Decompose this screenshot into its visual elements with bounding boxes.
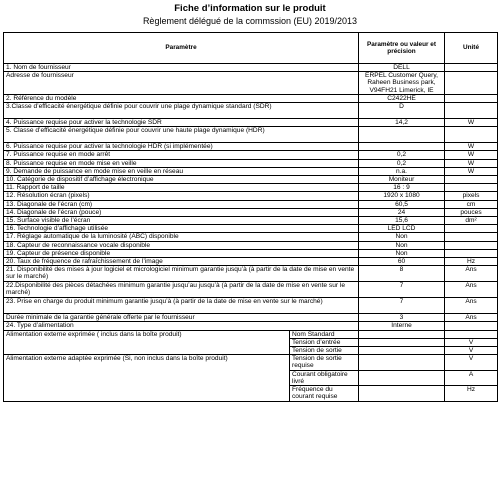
row-unit: W (445, 159, 498, 167)
row-label: 2. Référence du modèle (4, 94, 359, 102)
row-label: 17. Réglage automatique de la luminosité (ABC) disponible (4, 233, 359, 241)
power-sub-unit: A (445, 370, 498, 385)
row-value: 3 (359, 314, 445, 322)
row-value: 7 (359, 282, 445, 298)
row-unit (445, 241, 498, 249)
power-group-cell (4, 370, 290, 385)
table-row (4, 143, 498, 151)
row-label: 20. Taux de fréquence de rafraîchissement de l’image (4, 258, 359, 266)
table-row (4, 282, 498, 298)
table-row (4, 192, 498, 200)
row-unit: W (445, 151, 498, 159)
row-value: Non (359, 249, 445, 257)
table-row (4, 72, 498, 95)
row-value: LED LCD (359, 225, 445, 233)
power-sub-unit: V (445, 338, 498, 346)
power-sub-value (359, 355, 445, 370)
table-row (4, 184, 498, 192)
row-label: 9. Demande de puissance en mode mise en veille en réseau (4, 167, 359, 175)
power-sub-label: Tension de sortie requise (290, 355, 359, 370)
row-label: 13. Diagonale de l’écran (cm) (4, 200, 359, 208)
row-value: Interne (359, 322, 445, 330)
row-unit (445, 322, 498, 330)
power-sub-label: Tension de sortie (290, 347, 359, 355)
power-row (4, 338, 498, 346)
row-label: 4. Puissance requise pour activer la technologie SDR (4, 119, 359, 127)
row-unit (445, 233, 498, 241)
table-row (4, 225, 498, 233)
row-value: D (359, 103, 445, 119)
table-row (4, 266, 498, 282)
row-value: n.a. (359, 167, 445, 175)
table-row (4, 176, 498, 184)
row-value: Non (359, 233, 445, 241)
row-unit (445, 184, 498, 192)
row-unit (445, 127, 498, 143)
table-row (4, 314, 498, 322)
row-value: 0,2 (359, 159, 445, 167)
row-value: 60 (359, 258, 445, 266)
power-sub-label: Tension d’entrée (290, 338, 359, 346)
row-unit (445, 94, 498, 102)
power-row (4, 330, 498, 338)
sheet-header (0, 3, 500, 27)
row-label: 8. Puissance requise en mode mise en veille (4, 159, 359, 167)
row-unit (445, 225, 498, 233)
row-label: 7. Puissance requise en mode arrêt (4, 151, 359, 159)
row-value: DELL (359, 64, 445, 72)
power-sub-unit: V (445, 355, 498, 370)
power-group-cell (4, 347, 290, 355)
row-value: 15,6 (359, 217, 445, 225)
power-row (4, 370, 498, 385)
table-row (4, 258, 498, 266)
row-label: 3.Classe d’efficacité énergétique définie pour couvrir une plage dynamique standard (SDR) (4, 103, 359, 119)
row-unit: pouces (445, 208, 498, 216)
row-value: 8 (359, 266, 445, 282)
column-header-value: Paramètre ou valeur et précision (359, 33, 445, 64)
row-label: 24. Type d’alimentation (4, 322, 359, 330)
row-value: ERPEL Customer Query, Raheen Business park, V94FH21 Limerick, IE (359, 72, 445, 95)
table-row (4, 167, 498, 175)
row-value: 0,2 (359, 151, 445, 159)
power-group-cell (4, 386, 290, 401)
row-label: 1. Nom de fournisseur (4, 64, 359, 72)
power-row (4, 386, 498, 401)
table-row (4, 159, 498, 167)
row-label: 22.Disponibilité des pièces détachées minimum garantie jusqu’au jusqu’à (à partir de la date de mise en vente sur le marché) (4, 282, 359, 298)
row-label: 10. Catégorie de dispositif d’affichage électronique (4, 176, 359, 184)
sheet-title: Fiche d’information sur le produit (174, 3, 326, 14)
row-unit: Ans (445, 298, 498, 314)
power-sub-label: Fréquence du courant requise (290, 386, 359, 401)
table-row (4, 208, 498, 216)
row-value: Moniteur (359, 176, 445, 184)
column-header-parameter: Paramètre (4, 33, 359, 64)
row-label: 16. Technologie d’affichage utilisée (4, 225, 359, 233)
row-unit: cm (445, 200, 498, 208)
row-value (359, 143, 445, 151)
row-value (359, 127, 445, 143)
power-row (4, 355, 498, 370)
row-label: 19. Capteur de présence disponible (4, 249, 359, 257)
row-unit: Hz (445, 258, 498, 266)
row-label: 18. Capteur de reconnaissance vocale disponible (4, 241, 359, 249)
power-sub-label: Nom Standard (290, 330, 359, 338)
row-label: 11. Rapport de taille (4, 184, 359, 192)
row-value: 7 (359, 298, 445, 314)
row-value: 16 : 9 (359, 184, 445, 192)
row-value: C2422HE (359, 94, 445, 102)
row-unit: W (445, 119, 498, 127)
table-row (4, 322, 498, 330)
table-row (4, 249, 498, 257)
power-group-cell (4, 338, 290, 346)
row-value: 1920 x 1080 (359, 192, 445, 200)
column-header-unit: Unité (445, 33, 498, 64)
row-unit (445, 176, 498, 184)
row-unit (445, 72, 498, 95)
row-value: 60,5 (359, 200, 445, 208)
row-unit: W (445, 143, 498, 151)
table-row (4, 298, 498, 314)
table-row (4, 119, 498, 127)
power-sub-unit: V (445, 347, 498, 355)
row-label: 6. Puissance requise pour activer la technologie HDR (si implémentée) (4, 143, 359, 151)
product-info-sheet (3, 32, 497, 402)
row-value: 24 (359, 208, 445, 216)
table-row (4, 127, 498, 143)
table-header-row (4, 33, 498, 64)
power-ext-adapted-label: Alimentation externe adaptée exprimée (Si, non inclus dans la boîte produit) (4, 355, 290, 370)
table-row (4, 200, 498, 208)
row-label: 5. Classe d’efficacité énergétique définie pour couvrir une haute plage dynamique (HDR) (4, 127, 359, 143)
row-unit (445, 64, 498, 72)
table-row (4, 233, 498, 241)
row-unit: pixels (445, 192, 498, 200)
row-unit: Ans (445, 314, 498, 322)
row-label: 14. Diagonale de l’écran (pouce) (4, 208, 359, 216)
row-label: 15. Surface visible de l’écran (4, 217, 359, 225)
product-info-table (3, 32, 498, 402)
power-sub-unit (445, 330, 498, 338)
power-sub-unit: Hz (445, 386, 498, 401)
sheet-subtitle: Règlement délégué de la commssion (EU) 2019/2013 (142, 16, 358, 26)
row-unit (445, 249, 498, 257)
table-row (4, 103, 498, 119)
table-row (4, 94, 498, 102)
row-unit: W (445, 167, 498, 175)
table-row (4, 241, 498, 249)
row-unit (445, 103, 498, 119)
table-row (4, 151, 498, 159)
row-label: 12. Résolution écran (pixels) (4, 192, 359, 200)
power-sub-label: Courant obligatoire livré (290, 370, 359, 385)
row-value: 14,2 (359, 119, 445, 127)
power-sub-value (359, 386, 445, 401)
row-label: Durée minimale de la garantie générale offerte par le fournisseur (4, 314, 359, 322)
row-unit: dm² (445, 217, 498, 225)
row-label: 21. Disponibilité des mises à jour logiciel et micrologiciel minimum garantie jusqu’à (à partir de la date de mise en vente sur le marché) (4, 266, 359, 282)
table-row (4, 64, 498, 72)
row-unit: Ans (445, 282, 498, 298)
power-sub-value (359, 338, 445, 346)
row-unit: Ans (445, 266, 498, 282)
table-row (4, 217, 498, 225)
power-sub-value (359, 330, 445, 338)
row-label: 23. Prise en charge du produit minimum garantie jusqu’à (à partir de la date de mise en vente sur le marché) (4, 298, 359, 314)
power-sub-value (359, 347, 445, 355)
row-label: Adresse de fournisseur (4, 72, 359, 95)
power-row (4, 347, 498, 355)
power-ext-included-label: Alimentation externe exprimée ( inclus dans la boîte produit) (4, 330, 290, 338)
power-sub-value (359, 370, 445, 385)
row-value: Non (359, 241, 445, 249)
